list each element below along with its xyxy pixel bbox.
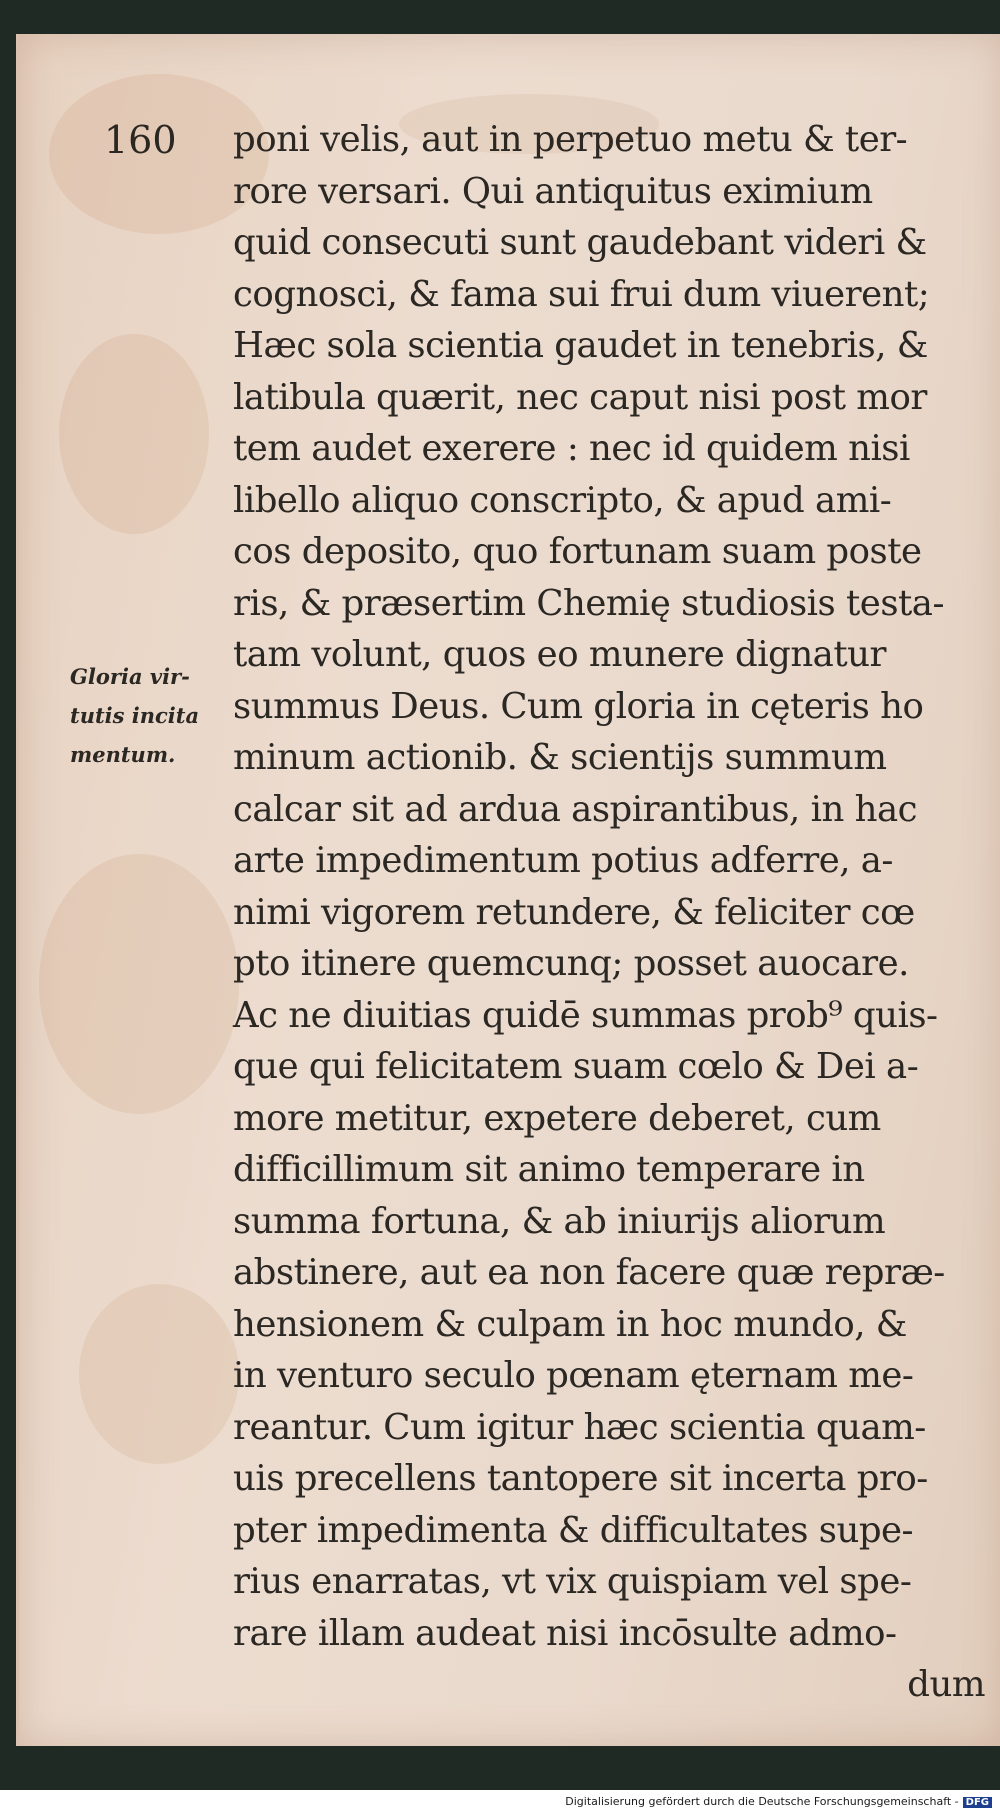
marginal-note-line: Gloria vir- (70, 664, 190, 689)
body-text (233, 114, 985, 1711)
text-line: tem audet exerere : nec id quidem nisi (233, 428, 910, 469)
text-line: rius enarratas, vt vix quispiam vel spe- (233, 1561, 912, 1602)
text-line: Hæc sola scientia gaudet in tenebris, & (233, 325, 928, 366)
text-line: hensionem & culpam in hoc mundo, & (233, 1303, 907, 1345)
text-line: poni velis, aut in perpetuo metu & ter- (233, 119, 908, 160)
marginal-note (70, 657, 240, 774)
text-line: more metitur, expetere deberet, cum (233, 1097, 881, 1139)
text-line: cos deposito, quo fortunam suam poste (233, 531, 922, 572)
page-number: 160 (104, 118, 177, 162)
text-line: rore versari. Qui antiquitus eximium (233, 170, 873, 212)
text-line: libello aliquo conscripto, & apud ami- (233, 479, 892, 521)
text-line: nimi vigorem retundere, & feliciter cœ (233, 891, 915, 933)
text-line: in venturo seculo pœnam ęternam me- (233, 1355, 914, 1396)
text-line: difficillimum sit animo temperare in (233, 1149, 865, 1190)
text-line: ris, & præsertim Chemię studiosis testa- (233, 582, 944, 624)
text-line: summus Deus. Cum gloria in cęteris ho (233, 685, 924, 727)
text-line: uis precellens tantopere sit incerta pro- (233, 1458, 928, 1499)
credit-text: Digitalisierung gefördert durch die Deutsche Forschungsgemeinschaft - (565, 1795, 959, 1808)
text-line: Ac ne diuitias quidē summas prob⁹ quis- (233, 994, 938, 1036)
text-line: calcar sit ad ardua aspirantibus, in hac (233, 788, 918, 830)
marginal-note-line: mentum. (70, 742, 176, 767)
digitization-credit (565, 1795, 992, 1808)
text-line: latibula quærit, nec caput nisi post mor (233, 376, 927, 418)
dfg-logo: DFG (963, 1797, 992, 1808)
text-line: minum actionib. & scientijs summum (233, 737, 887, 778)
text-line: pter impedimenta & difficultates supe- (233, 1509, 914, 1551)
catchword: dum (907, 1664, 985, 1705)
text-line: rare illam audeat nisi incōsulte admo- (233, 1612, 897, 1654)
text-line: pto itinere quemcunq; posset auocare. (233, 943, 909, 984)
text-line: que qui felicitatem suam cœlo & Dei a- (233, 1046, 919, 1087)
text-line: arte impedimentum potius adferre, a- (233, 840, 893, 881)
text-line: abstinere, aut ea non facere quæ repræ- (233, 1252, 945, 1293)
text-line: tam volunt, quos eo munere dignatur (233, 634, 886, 675)
text-line: quid consecuti sunt gaudebant videri & (233, 222, 927, 263)
text-line: cognosci, & fama sui frui dum viuerent; (233, 273, 930, 315)
marginal-note-line: tutis incita (70, 703, 200, 728)
text-line: reantur. Cum igitur hæc scientia quam- (233, 1406, 926, 1448)
text-line: summa fortuna, & ab iniurijs aliorum (233, 1200, 886, 1242)
